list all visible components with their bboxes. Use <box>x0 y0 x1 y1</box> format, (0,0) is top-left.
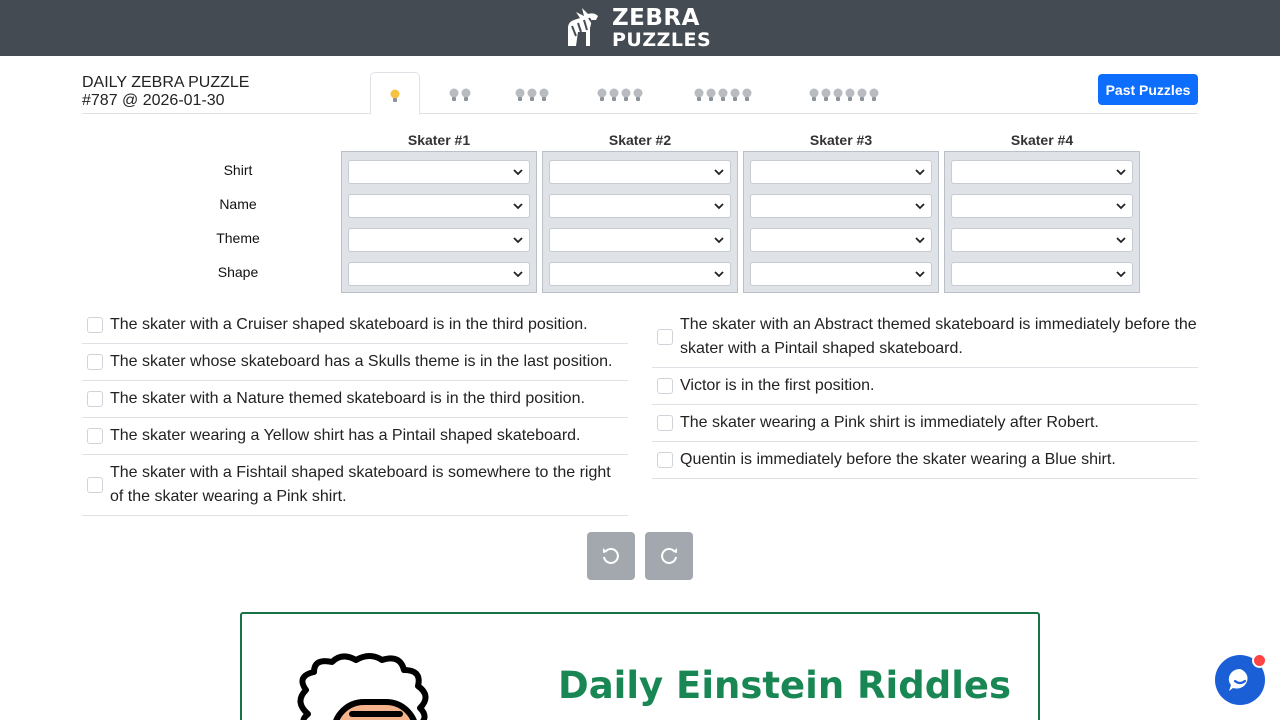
select-shape-skater-3[interactable] <box>750 262 932 286</box>
clue-checkbox[interactable] <box>87 477 103 493</box>
lightbulb-icon <box>845 88 855 102</box>
clue-text: The skater with a Nature themed skateboard is in the third position. <box>110 390 585 407</box>
redo-button[interactable] <box>645 532 693 580</box>
select-name-skater-1[interactable] <box>348 194 530 218</box>
lightbulb-icon <box>461 88 471 102</box>
row-label-name: Name <box>219 196 257 212</box>
clue-text: The skater with a Fishtail shaped skateboard is somewhere to the right of the skater wearing a Pink shirt. <box>110 464 611 505</box>
chevron-down-icon <box>714 233 724 247</box>
select-shirt-skater-4[interactable] <box>951 160 1133 184</box>
chevron-down-icon <box>513 267 523 281</box>
chevron-down-icon <box>714 165 724 179</box>
einstein-riddles-promo[interactable] <box>240 612 1040 720</box>
past-puzzles-button[interactable]: Past Puzzles <box>1098 74 1198 105</box>
select-theme-skater-2[interactable] <box>549 228 731 252</box>
clue-checkbox[interactable] <box>87 391 103 407</box>
clue-checkbox[interactable] <box>657 329 673 345</box>
select-shape-skater-4[interactable] <box>951 262 1133 286</box>
chevron-down-icon <box>714 199 724 213</box>
select-name-skater-4[interactable] <box>951 194 1133 218</box>
lightbulb-icon <box>449 88 459 102</box>
chevron-down-icon <box>915 199 925 213</box>
difficulty-tab-5[interactable] <box>678 72 768 114</box>
lightbulb-icon <box>527 88 537 102</box>
difficulty-tab-1[interactable] <box>370 72 420 115</box>
clue-item <box>652 405 1198 442</box>
lightbulb-icon <box>857 88 867 102</box>
clue-text: Quentin is immediately before the skater wearing a Blue shirt. <box>680 451 1116 468</box>
clue-list-right <box>652 307 1198 479</box>
lightbulb-icon <box>515 88 525 102</box>
redo-icon <box>658 545 680 567</box>
chevron-down-icon <box>513 233 523 247</box>
difficulty-tab-2[interactable] <box>432 72 488 114</box>
clue-item <box>82 455 628 516</box>
skater-column-4 <box>944 151 1140 293</box>
clue-item <box>652 368 1198 405</box>
lightbulb-icon <box>621 88 631 102</box>
clue-checkbox[interactable] <box>87 428 103 444</box>
select-shirt-skater-3[interactable] <box>750 160 932 184</box>
clue-text: The skater with a Cruiser shaped skateboard is in the third position. <box>110 316 588 333</box>
clue-item <box>82 381 628 418</box>
puzzle-title-line1: DAILY ZEBRA PUZZLE <box>82 74 250 91</box>
chevron-down-icon <box>915 233 925 247</box>
chevron-down-icon <box>1116 267 1126 281</box>
select-theme-skater-1[interactable] <box>348 228 530 252</box>
puzzle-title <box>82 74 249 110</box>
lightbulb-icon <box>597 88 607 102</box>
logo-line2: PUZZLES <box>612 28 712 51</box>
lightbulb-icon <box>809 88 819 102</box>
chevron-down-icon <box>1116 199 1126 213</box>
column-header-skater-3: Skater #3 <box>809 132 873 148</box>
column-header-skater-2: Skater #2 <box>608 132 672 148</box>
clue-text: The skater with an Abstract themed skateboard is immediately before the skater with a Pintail shaped skateboard. <box>680 316 1197 357</box>
clue-text: The skater wearing a Pink shirt is immediately after Robert. <box>680 414 1099 431</box>
select-theme-skater-3[interactable] <box>750 228 932 252</box>
clue-checkbox[interactable] <box>87 317 103 333</box>
chat-notification-badge <box>1252 653 1267 668</box>
skater-column-3 <box>743 151 939 293</box>
difficulty-tab-3[interactable] <box>500 72 564 114</box>
lightbulb-icon <box>390 89 400 103</box>
lightbulb-icon <box>633 88 643 102</box>
lightbulb-icon <box>821 88 831 102</box>
promo-title: Daily Einstein Riddles <box>558 664 1011 707</box>
select-shape-skater-1[interactable] <box>348 262 530 286</box>
lightbulb-icon <box>609 88 619 102</box>
column-header-skater-1: Skater #1 <box>407 132 471 148</box>
clue-text: The skater whose skateboard has a Skulls theme is in the last position. <box>110 353 613 370</box>
skater-column-1 <box>341 151 537 293</box>
select-shape-skater-2[interactable] <box>549 262 731 286</box>
select-name-skater-3[interactable] <box>750 194 932 218</box>
zebra-puzzles-logo[interactable] <box>562 6 718 50</box>
select-name-skater-2[interactable] <box>549 194 731 218</box>
clue-item <box>652 307 1198 368</box>
lightbulb-icon <box>539 88 549 102</box>
chevron-down-icon <box>915 267 925 281</box>
chat-bubble-icon <box>1225 665 1255 695</box>
lightbulb-icon <box>706 88 716 102</box>
lightbulb-icon <box>742 88 752 102</box>
lightbulb-icon <box>869 88 879 102</box>
row-label-shirt: Shirt <box>223 162 253 178</box>
clue-checkbox[interactable] <box>657 378 673 394</box>
clue-list-left <box>82 307 628 516</box>
chevron-down-icon <box>915 165 925 179</box>
chevron-down-icon <box>714 267 724 281</box>
select-shirt-skater-1[interactable] <box>348 160 530 184</box>
lightbulb-icon <box>718 88 728 102</box>
lightbulb-icon <box>833 88 843 102</box>
chevron-down-icon <box>513 199 523 213</box>
clue-item <box>82 307 628 344</box>
clue-item <box>82 344 628 381</box>
clue-text: Victor is in the first position. <box>680 377 875 394</box>
clue-checkbox[interactable] <box>657 452 673 468</box>
skater-column-2 <box>542 151 738 293</box>
top-navbar <box>0 0 1280 56</box>
select-shirt-skater-2[interactable] <box>549 160 731 184</box>
clue-item <box>652 442 1198 479</box>
clue-checkbox[interactable] <box>657 415 673 431</box>
undo-icon <box>600 545 622 567</box>
chevron-down-icon <box>1116 165 1126 179</box>
clue-text: The skater wearing a Yellow shirt has a Pintail shaped skateboard. <box>110 427 581 444</box>
clue-checkbox[interactable] <box>87 354 103 370</box>
row-label-theme: Theme <box>216 230 260 246</box>
clue-item <box>82 418 628 455</box>
lightbulb-icon <box>694 88 704 102</box>
difficulty-tab-4[interactable] <box>582 72 658 114</box>
difficulty-tab-6[interactable] <box>792 72 896 114</box>
select-theme-skater-4[interactable] <box>951 228 1133 252</box>
lightbulb-icon <box>730 88 740 102</box>
undo-button[interactable] <box>587 532 635 580</box>
logo-line1: ZEBRA <box>612 4 700 31</box>
column-header-skater-4: Skater #4 <box>1010 132 1074 148</box>
chevron-down-icon <box>513 165 523 179</box>
row-label-shape: Shape <box>217 264 259 280</box>
einstein-face-icon <box>290 652 462 720</box>
chevron-down-icon <box>1116 233 1126 247</box>
puzzle-title-line2: #787 @ 2026-01-30 <box>82 92 225 109</box>
zebra-icon <box>562 6 612 50</box>
